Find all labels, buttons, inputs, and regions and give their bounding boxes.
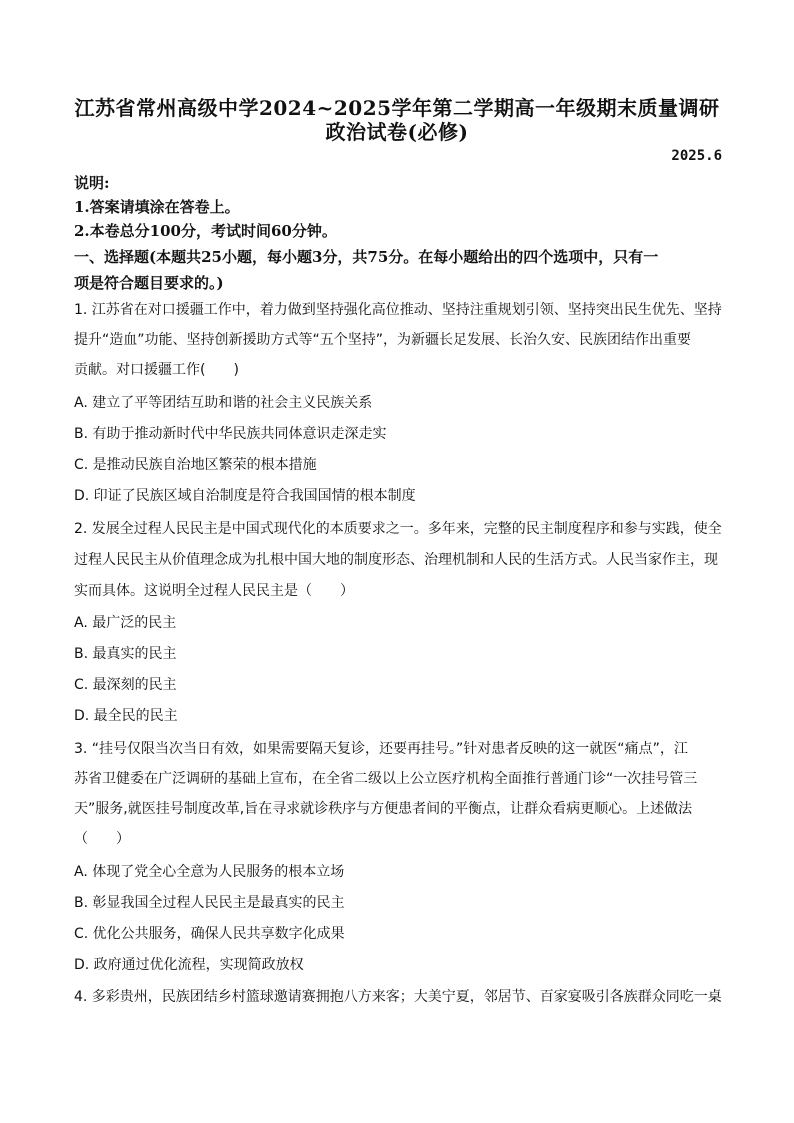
question-3-line-4: （ ） <box>74 831 130 847</box>
notes-label: 说明: <box>74 174 110 192</box>
question-2-option-a: A. 最广泛的民主 <box>74 615 177 631</box>
question-1-line-3: 贡献。对口援疆工作( ) <box>74 362 239 378</box>
question-3-option-b: B. 彰显我国全过程人民民主是最真实的民主 <box>74 895 345 911</box>
question-1-option-c: C. 是推动民族自治地区繁荣的根本措施 <box>74 457 317 473</box>
question-1-option-b: B. 有助于推动新时代中华民族共同体意识走深走实 <box>74 426 387 442</box>
question-1-line-2: 提升“造血”功能、坚持创新援助方式等“五个坚持”，为新疆长足发展、长治久安、民族团结作出重要 <box>74 332 692 348</box>
notes-item-2: 2.本卷总分100分，考试时间60分钟。 <box>74 222 337 240</box>
notes-item-1: 1.答案请填涂在答卷上。 <box>74 198 240 216</box>
question-1-line-1: 1. 江苏省在对口援疆工作中，着力做到坚持强化高位推动、坚持注重规划引领、坚持突出民生优先、坚持 <box>74 302 722 318</box>
question-2-option-b: B. 最真实的民主 <box>74 646 177 662</box>
question-2-option-d: D. 最全民的民主 <box>74 708 178 724</box>
exam-title-line2: 政治试卷(必修) <box>325 120 469 144</box>
section-heading-line2: 项是符合题目要求的。) <box>74 274 224 292</box>
question-1-option-a: A. 建立了平等团结互助和谐的社会主义民族关系 <box>74 395 373 411</box>
question-2-option-c: C. 最深刻的民主 <box>74 677 177 693</box>
exam-title-line1: 江苏省常州高级中学2024~2025学年第二学期高一年级期末质量调研 <box>74 96 720 120</box>
question-3-option-a: A. 体现了党全心全意为人民服务的根本立场 <box>74 864 345 880</box>
question-1-option-d: D. 印证了民族区域自治制度是符合我国国情的根本制度 <box>74 488 416 504</box>
question-2-line-1: 2. 发展全过程人民民主是中国式现代化的本质要求之一。多年来，完整的民主制度程序和参与实践，使全 <box>74 521 722 537</box>
question-3-option-c: C. 优化公共服务，确保人民共享数字化成果 <box>74 926 345 942</box>
question-3-line-3: 天”服务,就医挂号制度改革,旨在寻求就诊秩序与方便患者间的平衡点，让群众看病更顺心。上述做法 <box>74 801 693 817</box>
question-2-line-3: 实而具体。这说明全过程人民民主是（ ） <box>74 583 354 599</box>
question-4-line-1: 4. 多彩贵州，民族团结乡村篮球邀请赛拥抱八方来客；大美宁夏，邻居节、百家宴吸引各族群众同吃一桌 <box>74 989 722 1005</box>
question-3-line-1: 3. “挂号仅限当次当日有效，如果需要隔天复诊，还要再挂号。”针对患者反映的这一就医“痛点”，江 <box>74 741 688 757</box>
question-3-option-d: D. 政府通过优化流程，实现简政放权 <box>74 957 304 973</box>
exam-date: 2025.6 <box>671 148 722 164</box>
section-heading-line1: 一、选择题(本题共25小题，每小题3分，共75分。在每小题给出的四个选项中，只有一 <box>74 248 659 266</box>
question-2-line-2: 过程人民民主从价值理念成为扎根中国大地的制度形态、治理机制和人民的生活方式。人民当家作主，现 <box>74 552 718 568</box>
question-3-line-2: 苏省卫健委在广泛调研的基础上宣布，在全省二级以上公立医疗机构全面推行普通门诊“一次挂号管三 <box>74 771 698 787</box>
